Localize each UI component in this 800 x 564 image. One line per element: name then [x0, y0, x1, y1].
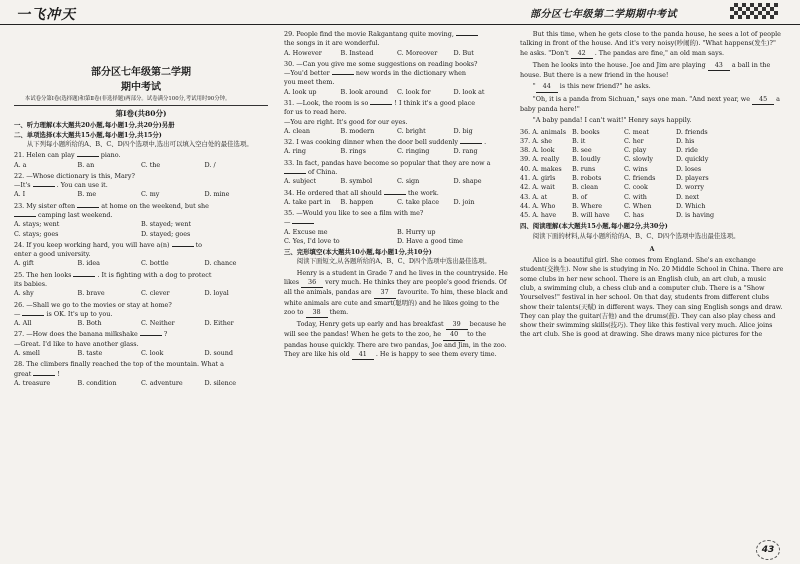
answer-blank[interactable]: [14, 216, 36, 217]
question-text: !: [57, 369, 60, 378]
page-header: [0, 0, 800, 25]
answer-option[interactable]: C. ringing: [397, 147, 430, 156]
answer-option[interactable]: B. look around: [340, 87, 388, 96]
answer-option[interactable]: A. Excuse me: [284, 227, 328, 236]
answer-blank[interactable]: [460, 143, 482, 144]
question: [284, 189, 510, 208]
question-number: 25.: [14, 270, 25, 279]
answer-option[interactable]: 44. A. Who: [520, 201, 556, 210]
option-row: [14, 161, 268, 170]
question-stem: [284, 138, 510, 147]
cloze-blank[interactable]: 37: [374, 288, 396, 298]
question-number: 26.: [14, 300, 25, 309]
passage-text: them.: [329, 307, 349, 316]
cloze-paragraph: [520, 30, 784, 59]
answer-option[interactable]: C. bright: [397, 126, 426, 135]
answer-option[interactable]: D. /: [204, 160, 216, 169]
answer-option[interactable]: B. idea: [77, 259, 100, 268]
question-line: [284, 39, 510, 48]
cloze-option-row: [520, 165, 784, 174]
answer-option[interactable]: D. loyal: [204, 289, 229, 298]
question-text: —How does the banana milkshake: [26, 330, 138, 339]
checker-decoration-icon: [730, 3, 778, 19]
answer-option[interactable]: A. shy: [14, 289, 34, 298]
answer-option[interactable]: D. But: [453, 48, 474, 57]
cloze-option-row: [520, 137, 784, 146]
passage-text: to the pandas house quickly. There are two pandas, Joe and Jim, in the zoo. They are like his old: [284, 330, 507, 358]
option-row: [284, 177, 510, 186]
question-stem: [14, 301, 268, 310]
question-number: 35.: [284, 209, 295, 218]
answer-option[interactable]: C. slowly: [624, 155, 654, 164]
answer-option[interactable]: C. wins: [624, 164, 648, 173]
option-row: [14, 259, 268, 268]
answer-option[interactable]: 38. A. look: [520, 146, 555, 155]
passage-text: ": [532, 82, 536, 91]
section-listening: 一、听力理解(本大题共20小题,每小题1分,共20分)另册: [14, 121, 175, 130]
answer-option[interactable]: B. rings: [340, 147, 366, 156]
option-grid: [14, 220, 268, 239]
cloze-instruction: 阅读下面短文,从各题所给的A、B、C、D四个选项中选出最佳选项。: [296, 257, 491, 266]
answer-option[interactable]: 41. A. girls: [520, 173, 556, 182]
exam-title: 部分区七年级第二学期: [91, 67, 191, 78]
question-text: —Would you like to see a film with me?: [296, 209, 424, 218]
answer-option[interactable]: B. taste: [77, 348, 103, 357]
answer-option[interactable]: A. a: [14, 160, 27, 169]
cloze-paragraph: "A baby panda! I can't wait!" Henry says happily.: [532, 116, 692, 125]
cloze-option-row: [520, 174, 784, 183]
answer-option[interactable]: D. next: [676, 192, 700, 201]
exam-notice: 本试卷分第Ⅰ卷(选择题)和第Ⅱ卷(非选择题)两部分。试卷满分100分,考试用时90分钟。: [14, 95, 268, 106]
answer-option[interactable]: D. friends: [676, 127, 708, 136]
question-line: [14, 211, 268, 220]
passage-text: Henry is a student in Grade 7 and he lives in the countryside. He likes: [284, 268, 508, 287]
passage-text: Today, Henry gets up early and has breakfast: [296, 320, 444, 329]
question-text: ! I think it's a good place: [394, 98, 476, 107]
answer-option[interactable]: D. sound: [204, 348, 233, 357]
answer-option[interactable]: C. sign: [397, 177, 420, 186]
answer-option[interactable]: D. loses: [676, 164, 702, 173]
answer-blank[interactable]: [140, 335, 162, 336]
answer-option[interactable]: A. take part in: [284, 197, 331, 206]
cloze-option-row: [520, 193, 784, 202]
question-number: 28.: [14, 360, 25, 369]
answer-option[interactable]: B. runs: [572, 164, 596, 173]
answer-option[interactable]: B. it: [572, 136, 586, 145]
section-instruction: 从下列每小题所给的A、B、C、D四个选项中,选出可以填入空白处的最佳选项。: [26, 140, 253, 149]
answer-option[interactable]: 36. A. animals: [520, 127, 567, 136]
answer-option[interactable]: B. Hurry up: [397, 227, 436, 236]
question-stem: [14, 202, 268, 211]
answer-option[interactable]: B. Both: [77, 319, 102, 328]
question-line: [284, 168, 510, 177]
answer-option[interactable]: D. big: [453, 126, 473, 135]
answer-option[interactable]: A. All: [14, 319, 32, 328]
question-text: camping last weekend.: [38, 211, 113, 220]
answer-blank[interactable]: [77, 207, 99, 208]
question-stem: [14, 271, 268, 280]
answer-option[interactable]: B. robots: [572, 173, 602, 182]
cloze-paragraph: [284, 320, 510, 360]
question-stem: [14, 172, 268, 181]
question-stem: [14, 360, 268, 369]
question-text: —Can you give me some suggestions on reading books?: [296, 59, 478, 68]
question-text: at home on the weekend, but she: [101, 201, 209, 210]
answer-option[interactable]: B. of: [572, 192, 587, 201]
question-text: the songs in it are wonderful.: [284, 39, 380, 48]
question-text: is OK. It's up to you.: [46, 309, 113, 318]
option-row: [14, 379, 268, 388]
answer-option[interactable]: D. players: [676, 173, 709, 182]
question-stem: [14, 330, 268, 339]
answer-blank[interactable]: [33, 186, 55, 187]
question: [284, 99, 510, 136]
question-number: 23.: [14, 201, 25, 210]
question-line: —You are right. It's good for our eyes.: [284, 117, 408, 126]
column-left: [14, 28, 268, 389]
cloze-blank[interactable]: 40: [443, 330, 465, 340]
question-text: The climbers finally reached the top of the mountain. What a: [26, 360, 224, 369]
cloze-paragraph: [520, 95, 784, 115]
answer-option[interactable]: A. treasure: [14, 378, 51, 387]
answer-option[interactable]: B. Where: [572, 201, 603, 210]
question: [14, 241, 268, 269]
answer-blank[interactable]: [33, 375, 55, 376]
question: [284, 138, 510, 157]
answer-option[interactable]: 43. A. at: [520, 192, 548, 201]
answer-option[interactable]: B. clean: [572, 183, 599, 192]
answer-option[interactable]: C. meat: [624, 127, 649, 136]
answer-option[interactable]: B. me: [77, 190, 97, 199]
question-text: great: [14, 369, 32, 378]
question-text: People find the movie Rakgantang quite moving,: [296, 30, 454, 38]
answer-option[interactable]: A. ring: [284, 147, 306, 156]
cloze-blank[interactable]: 38: [306, 308, 328, 318]
question-number: 29.: [284, 30, 295, 38]
question-text: . You can use it.: [56, 181, 108, 190]
cloze-paragraph: [520, 61, 784, 81]
answer-option[interactable]: B. brave: [77, 289, 105, 298]
answer-option[interactable]: B. Instead: [340, 48, 374, 57]
question-text: —: [14, 309, 21, 318]
answer-option[interactable]: C. clever: [141, 289, 170, 298]
passage-text: a baby panda here!": [520, 94, 780, 113]
option-row: [14, 190, 268, 199]
question-number: 30.: [284, 59, 295, 68]
question-text: new words in the dictionary when: [355, 69, 466, 78]
answer-option[interactable]: C. look for: [397, 87, 431, 96]
passage-text: a ball in the house. But there is a new friend in the house!: [520, 60, 771, 80]
question-line: [284, 69, 510, 78]
answer-blank[interactable]: [77, 156, 99, 157]
answer-option[interactable]: 37. A. she: [520, 136, 553, 145]
answer-option[interactable]: B. will have: [572, 211, 610, 220]
question-text: for us to read here.: [284, 108, 347, 117]
question-text: of China.: [308, 167, 338, 176]
question-line: [14, 250, 268, 259]
question-stem: [14, 241, 268, 250]
answer-option[interactable]: D. mine: [204, 190, 230, 199]
cloze-blank[interactable]: 41: [352, 350, 374, 360]
cloze-blank[interactable]: 36: [301, 278, 323, 288]
option-row: [284, 147, 510, 156]
option-row: [284, 49, 510, 58]
answer-option[interactable]: C. take place: [397, 197, 440, 206]
answer-option[interactable]: B. modern: [340, 126, 375, 135]
cloze-blank[interactable]: 44: [536, 82, 558, 92]
question: [284, 30, 510, 58]
answer-option[interactable]: A. look up: [284, 87, 317, 96]
question-text: —You'd better: [284, 69, 330, 78]
answer-option[interactable]: D. Either: [204, 319, 234, 328]
question-number: 24.: [14, 240, 25, 249]
cloze-blank[interactable]: 43: [708, 61, 730, 71]
answer-option[interactable]: C. my: [141, 190, 160, 199]
question-stem: [284, 60, 510, 69]
answer-option[interactable]: 40. A. makes: [520, 164, 562, 173]
question-text: The hen looks: [26, 270, 72, 279]
column-middle: [284, 28, 510, 360]
question-line: [14, 280, 268, 289]
passage-label: A: [649, 244, 655, 253]
cloze-paragraph: [284, 269, 510, 318]
answer-option[interactable]: C. bottle: [141, 259, 169, 268]
cloze-option-row: [520, 183, 784, 192]
answer-option[interactable]: C. her: [624, 136, 644, 145]
passage-text: is this new friend?" he asks.: [559, 82, 651, 91]
header-title: 部分区七年级第二学期期中考试: [530, 9, 677, 20]
question-text: He ordered that all should: [296, 188, 382, 197]
answer-option[interactable]: C. has: [624, 211, 644, 220]
question-number: 27.: [14, 330, 25, 339]
cloze-paragraph: [520, 82, 784, 92]
passage-text: because he will see the pandas! When he gets to the zoo, he: [284, 320, 507, 339]
answer-option[interactable]: C. adventure: [141, 378, 183, 387]
answer-option[interactable]: D. look at: [453, 87, 485, 96]
option-grid: [284, 228, 510, 247]
cloze-option-row: [520, 211, 784, 220]
cloze-blank[interactable]: 45: [752, 95, 774, 105]
reading-instruction: 阅读下面的材料,从每小题所给的A、B、C、D四个选项中选出最佳选项。: [532, 231, 740, 240]
question-stem: [284, 209, 510, 218]
answer-option[interactable]: B. symbol: [340, 177, 373, 186]
answer-option[interactable]: C. Neither: [141, 319, 175, 328]
question-text: its babies.: [14, 279, 48, 288]
cloze-option-row: [520, 128, 784, 137]
question-text: In fact, pandas have become so popular that they are now a: [296, 158, 491, 167]
exam-subtitle: 期中考试: [121, 81, 161, 93]
question-text: the work.: [407, 188, 439, 197]
answer-option[interactable]: B. loudly: [572, 155, 601, 164]
answer-option[interactable]: D. rang: [453, 147, 478, 156]
question-line: [14, 310, 268, 319]
question-text: I was cooking dinner when the door bell suddenly: [296, 138, 459, 147]
question-number: 31.: [284, 98, 295, 107]
question-text: to: [195, 240, 202, 249]
question-line: [14, 370, 268, 379]
answer-option[interactable]: D. worry: [676, 183, 704, 192]
option-row: [14, 319, 268, 328]
answer-option[interactable]: D. Which: [676, 201, 706, 210]
question: [14, 151, 268, 170]
answer-option[interactable]: B. stayed; went: [141, 220, 192, 229]
option-row: [284, 88, 510, 97]
question-text: —Shall we go to the movies or stay at home?: [26, 300, 172, 309]
answer-blank[interactable]: [73, 276, 95, 277]
answer-option[interactable]: 45. A. have: [520, 211, 557, 220]
question-stem: [14, 151, 268, 160]
question-text: —It's: [14, 181, 31, 190]
question-text: If you keep working hard, you will have a(n): [26, 240, 170, 249]
question-line: you meet them.: [284, 78, 335, 87]
question: [14, 330, 268, 358]
answer-option[interactable]: B. an: [77, 160, 95, 169]
question-number: 22.: [14, 171, 25, 180]
passage-text: . He is happy to see them every time.: [375, 350, 497, 358]
question: [14, 202, 268, 239]
answer-option[interactable]: C. cook: [624, 183, 648, 192]
question-line: [14, 340, 268, 349]
cloze-options: [520, 128, 784, 221]
answer-blank[interactable]: [22, 315, 44, 316]
answer-blank[interactable]: [284, 173, 306, 174]
answer-option[interactable]: B. see: [572, 146, 592, 155]
answer-option[interactable]: C. with: [624, 192, 647, 201]
question-stem: [284, 99, 510, 108]
cloze-blank[interactable]: 42: [571, 49, 593, 59]
question: [284, 60, 510, 97]
passage-text: favourite. To him, these black and white animals are cute and smart(聪明的) and he likes going to the zoo to: [284, 288, 508, 316]
question-text: . It is fighting with a dog to protect: [97, 270, 212, 279]
part-one-title: 第Ⅰ卷(共80分): [115, 108, 167, 118]
question-text: .: [484, 138, 487, 147]
answer-option[interactable]: C. the: [141, 160, 161, 169]
section-cloze: 三、完形填空(本大题共10小题,每小题1分,共10分): [284, 248, 432, 257]
cloze-blank[interactable]: 39: [446, 320, 468, 330]
cloze-option-row: [520, 155, 784, 164]
option-row: [14, 289, 268, 298]
column-right: [520, 28, 784, 340]
answer-option[interactable]: C. Moreover: [397, 48, 438, 57]
question: [284, 159, 510, 187]
reading-passage: Alice is a beautiful girl. She comes from England. She's an exchange student(交换生). Now she is studying in No. 20 Middle School in China. There are some clubs in her new school. There is an English club, an art club, a music club, a swimming club, a chess club and a computer club. There is a "Show Yourselves!" festival in her school. On that day, students from different clubs show their talents(天赋) in different ways. They can sing English songs and draw. They can play the guitar(吉他) and the drums(鼓). They can also play chess and show their swimming skills(技巧). They like this festival very much. Alice joins the art club. She is good at drawing. She draws many nice pictures for the: [520, 256, 784, 339]
page-number: 43: [756, 540, 780, 560]
question-number: 34.: [284, 188, 295, 197]
question-text: ?: [163, 330, 168, 339]
passage-text: . The pandas are fine," an old man says.: [594, 48, 725, 57]
question-stem: [284, 30, 510, 39]
section-reading: 四、阅读理解(本大题共15小题,每小题2分,共30分): [520, 222, 668, 231]
passage-text: Then he looks into the house. Joe and Jim are playing: [532, 60, 706, 69]
question-text: piano.: [100, 151, 121, 160]
answer-blank[interactable]: [332, 74, 354, 75]
question: [14, 301, 268, 329]
answer-option[interactable]: B. condition: [77, 378, 117, 387]
option-row: [284, 198, 510, 207]
passage-text: But this time, when he gets close to the panda house, he sees a lot of people talking in front of the house. And it's very noisy(吵闹的). "What happens(发生)?" he asks. "Don't: [520, 30, 781, 57]
answer-blank[interactable]: [172, 246, 194, 247]
question-text: —Look, the room is so: [296, 98, 369, 107]
passage-text: "Oh, it is a panda from Sichuan," says one man. "And next year, we: [532, 94, 751, 103]
question-line: [284, 218, 510, 227]
answer-option[interactable]: C. play: [624, 146, 647, 155]
answer-option[interactable]: D. ride: [676, 146, 698, 155]
answer-option[interactable]: D. chance: [204, 259, 237, 268]
option-row: [284, 127, 510, 136]
answer-option[interactable]: D. shape: [453, 177, 482, 186]
answer-option[interactable]: D. stayed; goes: [141, 229, 191, 238]
answer-option[interactable]: D. quickly: [676, 155, 709, 164]
brand-logo: 一飞冲天: [16, 7, 76, 23]
question-stem: [284, 159, 510, 168]
answer-option[interactable]: D. his: [676, 136, 695, 145]
question-text: Helen can play: [26, 151, 75, 160]
answer-option[interactable]: D. silence: [204, 378, 237, 387]
question: [14, 360, 268, 388]
question-line: [284, 108, 510, 117]
answer-option[interactable]: A. subject: [284, 177, 317, 186]
answer-option[interactable]: A. smell: [14, 348, 40, 357]
answer-blank[interactable]: [292, 223, 314, 224]
question-stem: [284, 189, 510, 198]
question-text: enter a good university.: [14, 250, 91, 259]
answer-option[interactable]: D. Have a good time: [397, 236, 463, 245]
question-line: [14, 181, 268, 190]
question-text: —Great. I'd like to have another glass.: [14, 339, 139, 348]
question-number: 33.: [284, 158, 295, 167]
cloze-option-row: [520, 202, 784, 211]
answer-option[interactable]: C. When: [624, 201, 652, 210]
question-text: —Whose dictionary is this, Mary?: [26, 171, 135, 180]
answer-blank[interactable]: [370, 104, 392, 105]
question-number: 21.: [14, 151, 25, 160]
answer-option[interactable]: A. However: [284, 48, 322, 57]
option-row: [14, 349, 268, 358]
question: [14, 172, 268, 200]
question: [14, 271, 268, 299]
passage-text: very much. He thinks they are people's good friends. Of all the animals, pandas are: [284, 278, 507, 297]
answer-option[interactable]: C. look: [141, 348, 164, 357]
answer-option[interactable]: A. I: [14, 190, 26, 199]
answer-blank[interactable]: [384, 194, 406, 195]
answer-option[interactable]: B. books: [572, 127, 600, 136]
question-list-right: [284, 30, 510, 246]
answer-option[interactable]: B. happen: [340, 197, 374, 206]
question-text: My sister often: [26, 201, 76, 210]
answer-option[interactable]: A. stays; went: [14, 220, 60, 229]
question-number: 32.: [284, 138, 295, 147]
cloze-option-row: [520, 146, 784, 155]
question-text: —: [284, 218, 291, 227]
answer-option[interactable]: C. friends: [624, 173, 656, 182]
question: [284, 209, 510, 246]
answer-option[interactable]: A. clean: [284, 126, 311, 135]
answer-option[interactable]: A. gift: [14, 259, 34, 268]
answer-option[interactable]: C. stays; goes: [14, 229, 59, 238]
question-list-left: [14, 151, 268, 388]
answer-blank[interactable]: [456, 35, 478, 36]
answer-option[interactable]: D. join: [453, 197, 475, 206]
answer-option[interactable]: 42. A. wait: [520, 183, 555, 192]
section-single-choice: 二、单项选择(本大题共15小题,每小题1分,共15分): [14, 130, 162, 139]
answer-option[interactable]: D. is having: [676, 211, 715, 220]
answer-option[interactable]: C. Yes, I'd love to: [284, 236, 340, 245]
answer-option[interactable]: 39. A. really: [520, 155, 560, 164]
